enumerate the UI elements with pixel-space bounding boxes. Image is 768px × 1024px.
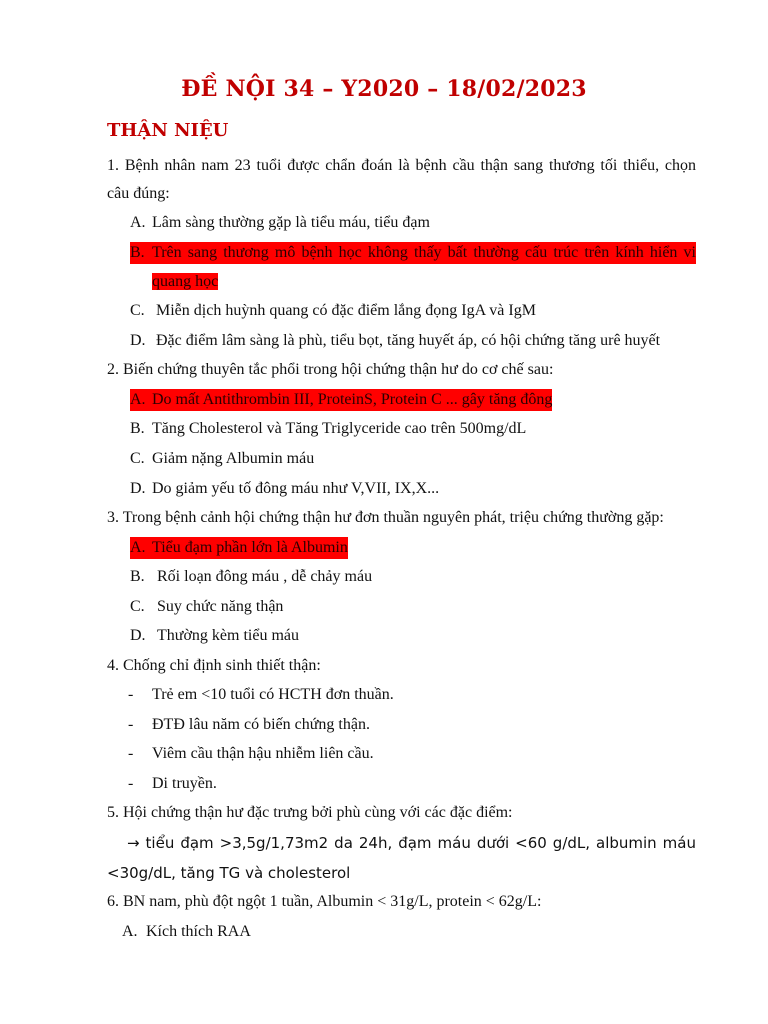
option-text: Do mất Antithrombin III, ProteinS, Protein C ... gây tăng đông xyxy=(152,391,553,408)
option-text: Lâm sàng thường gặp là tiểu máu, tiểu đạm xyxy=(152,214,430,231)
option-text: Đặc điểm lâm sàng là phù, tiểu bọt, tăng huyết áp, có hội chứng tăng urê huyết xyxy=(156,332,661,349)
list-item-text: Di truyền. xyxy=(152,775,217,792)
option-text: Tăng Cholesterol và Tăng Triglyceride cao trên 500mg/dL xyxy=(152,420,527,437)
q5-stem: 5. Hội chứng thận hư đặc trưng bởi phù cùng với các đặc điểm: xyxy=(107,804,513,821)
q1-option-c xyxy=(130,300,536,322)
q1-option-b-highlight xyxy=(130,242,696,264)
q1-option-d xyxy=(130,330,660,352)
option-label: D. xyxy=(130,627,146,644)
section-heading: THẬN NIỆU xyxy=(107,120,229,141)
q2-option-c xyxy=(130,448,314,470)
option-text: Tiểu đạm phần lớn là Albumin xyxy=(152,539,348,556)
bullet-dash: - xyxy=(128,775,134,792)
bullet-dash: - xyxy=(128,745,134,762)
q1-option-b-highlight-2: quang học xyxy=(152,273,219,290)
option-label: B. xyxy=(130,568,145,585)
option-text: Suy chức năng thận xyxy=(157,598,284,615)
q4-stem: 4. Chống chỉ định sinh thiết thận: xyxy=(107,657,321,674)
q3-option-d xyxy=(130,625,299,647)
list-item-text: ĐTĐ lâu năm có biến chứng thận. xyxy=(152,716,370,733)
option-label: C. xyxy=(130,302,145,319)
q2-option-d xyxy=(130,478,439,500)
option-label: A. xyxy=(130,391,146,408)
q1-stem-line2: câu đúng: xyxy=(107,185,170,202)
option-text: Trên sang thương mô bệnh học không thấy bất thường cấu trúc trên kính hiển vi xyxy=(152,244,696,261)
option-label: C. xyxy=(130,598,145,615)
option-label: D. xyxy=(130,480,146,497)
option-text: Thường kèm tiểu máu xyxy=(157,627,299,644)
q4-item xyxy=(128,714,370,736)
q1-option-b-line1 xyxy=(130,242,696,264)
q5-answer-line2: <30g/dL, tăng TG và cholesterol xyxy=(107,864,351,882)
q4-item xyxy=(128,743,374,765)
q3-option-c xyxy=(130,596,283,618)
document-title: ĐỀ NỘI 34 – Y2020 – 18/02/2023 xyxy=(181,76,587,102)
list-item-text: Trẻ em <10 tuổi có HCTH đơn thuần. xyxy=(152,686,394,703)
q2-option-a xyxy=(130,389,552,411)
q4-item xyxy=(128,684,394,706)
q6-stem: 6. BN nam, phù đột ngột 1 tuần, Albumin < 31g/L, protein < 62g/L: xyxy=(107,893,542,910)
q2-option-a-highlight xyxy=(130,389,552,411)
option-text: Do giảm yếu tố đông máu như V,VII, IX,X... xyxy=(152,480,440,497)
q3-option-b xyxy=(130,566,372,588)
q2-option-b xyxy=(130,418,526,440)
list-item-text: Viêm cầu thận hậu nhiễm liên cầu. xyxy=(152,745,374,762)
q2-stem: 2. Biến chứng thuyên tắc phổi trong hội chứng thận hư do cơ chế sau: xyxy=(107,361,554,378)
q4-item xyxy=(128,773,217,795)
q1-option-a xyxy=(130,212,430,234)
bullet-dash: - xyxy=(128,716,134,733)
bullet-dash: - xyxy=(128,686,134,703)
option-label: A. xyxy=(122,923,138,940)
option-text: Rối loạn đông máu , dễ chảy máu xyxy=(157,568,373,585)
option-label: A. xyxy=(130,539,146,556)
option-label: C. xyxy=(130,450,145,467)
q1-option-b-line2 xyxy=(152,271,218,293)
option-text: Kích thích RAA xyxy=(146,923,251,940)
option-text: Giảm nặng Albumin máu xyxy=(152,450,315,467)
option-label: B. xyxy=(130,244,145,261)
option-label: B. xyxy=(130,420,145,437)
option-label: A. xyxy=(130,214,146,231)
q3-stem: 3. Trong bệnh cảnh hội chứng thận hư đơn thuần nguyên phát, triệu chứng thường gặp: xyxy=(107,509,664,526)
option-label: D. xyxy=(130,332,146,349)
q3-option-a xyxy=(130,537,348,559)
q6-option-a xyxy=(122,921,251,943)
q3-option-a-highlight xyxy=(130,537,348,559)
q1-stem-line1: 1. Bệnh nhân nam 23 tuổi được chẩn đoán là bệnh cầu thận sang thương tối thiểu, chọn xyxy=(107,157,696,174)
q5-answer-line1: → tiểu đạm >3,5g/1,73m2 da 24h, đạm máu dưới <60 g/dL, albumin máu xyxy=(127,834,696,852)
option-text: Miễn dịch huỳnh quang có đặc điểm lắng đọng IgA và IgM xyxy=(156,302,536,319)
